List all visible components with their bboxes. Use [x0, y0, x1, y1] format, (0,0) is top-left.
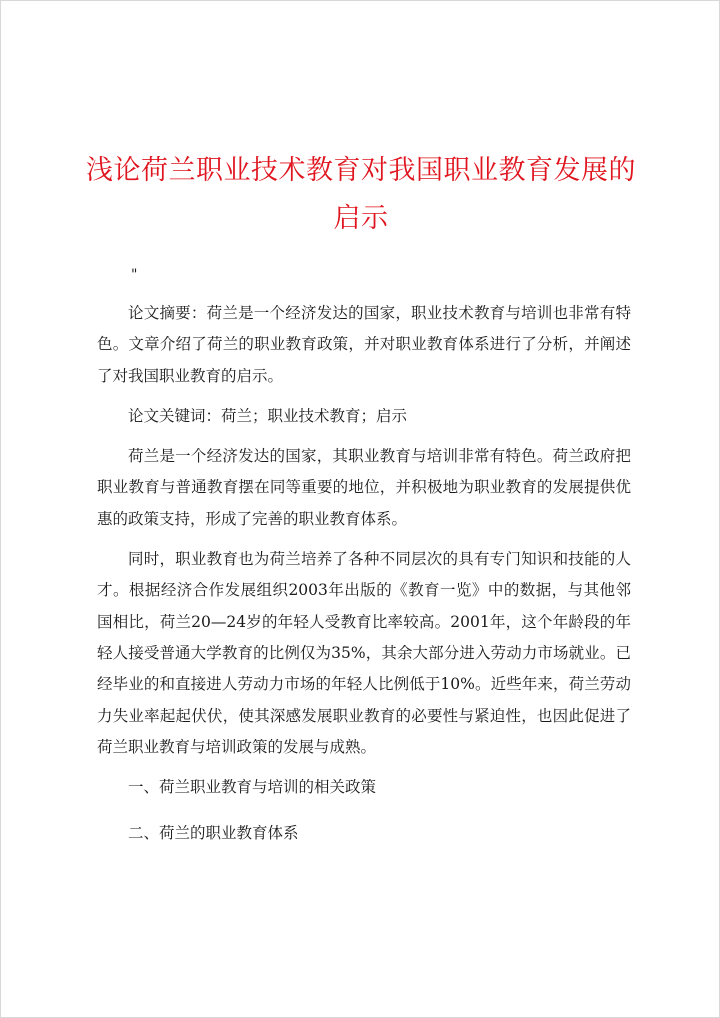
stray-mark: " [131, 267, 138, 283]
abstract-paragraph: 论文摘要：荷兰是一个经济发达的国家，职业技术教育与培训也非常有特色。文章介绍了荷兰的职业教育政策，并对职业教育体系进行了分析，并阐述了对我国职业教育的启示。 [97, 304, 631, 385]
section-heading: 二、荷兰的职业教育体系 [128, 824, 299, 843]
title-line-2: 启示 [333, 203, 389, 234]
document-title [61, 147, 661, 243]
body-paragraph: 荷兰是一个经济发达的国家，其职业教育与培训非常有特色。荷兰政府把职业教育与普通教育摆在同等重要的地位，并积极地为职业教育的发展提供优惠的政策支持，形成了完善的职业教育体系。 [97, 447, 631, 528]
section-heading: 一、荷兰职业教育与培训的相关政策 [128, 778, 377, 797]
document-body [97, 298, 631, 865]
body-paragraph: 同时，职业教育也为荷兰培养了各种不同层次的具有专门知识和技能的人才。根据经济合作发展组织2003年出版的《教育一览》中的数据，与其他邻国相比，荷兰20—24岁的年轻人受教育比率较高。2001年，这个年龄段的年轻人接受普通大学教育的比例仅为35%，其余大部分进入劳动力市场就业。已经毕业的和直接进人劳动力市场的年轻人比例低于10%。近些年来，荷兰劳动力失业率起起伏伏，使其深感发展职业教育的必要性与紧迫性，也因此促进了荷兰职业教育与培训政策的发展与成熟。 [97, 550, 631, 756]
keywords-paragraph: 论文关键词：荷兰；职业技术教育；启示 [128, 406, 408, 425]
title-line-1: 浅论荷兰职业技术教育对我国职业教育发展的 [86, 155, 636, 186]
